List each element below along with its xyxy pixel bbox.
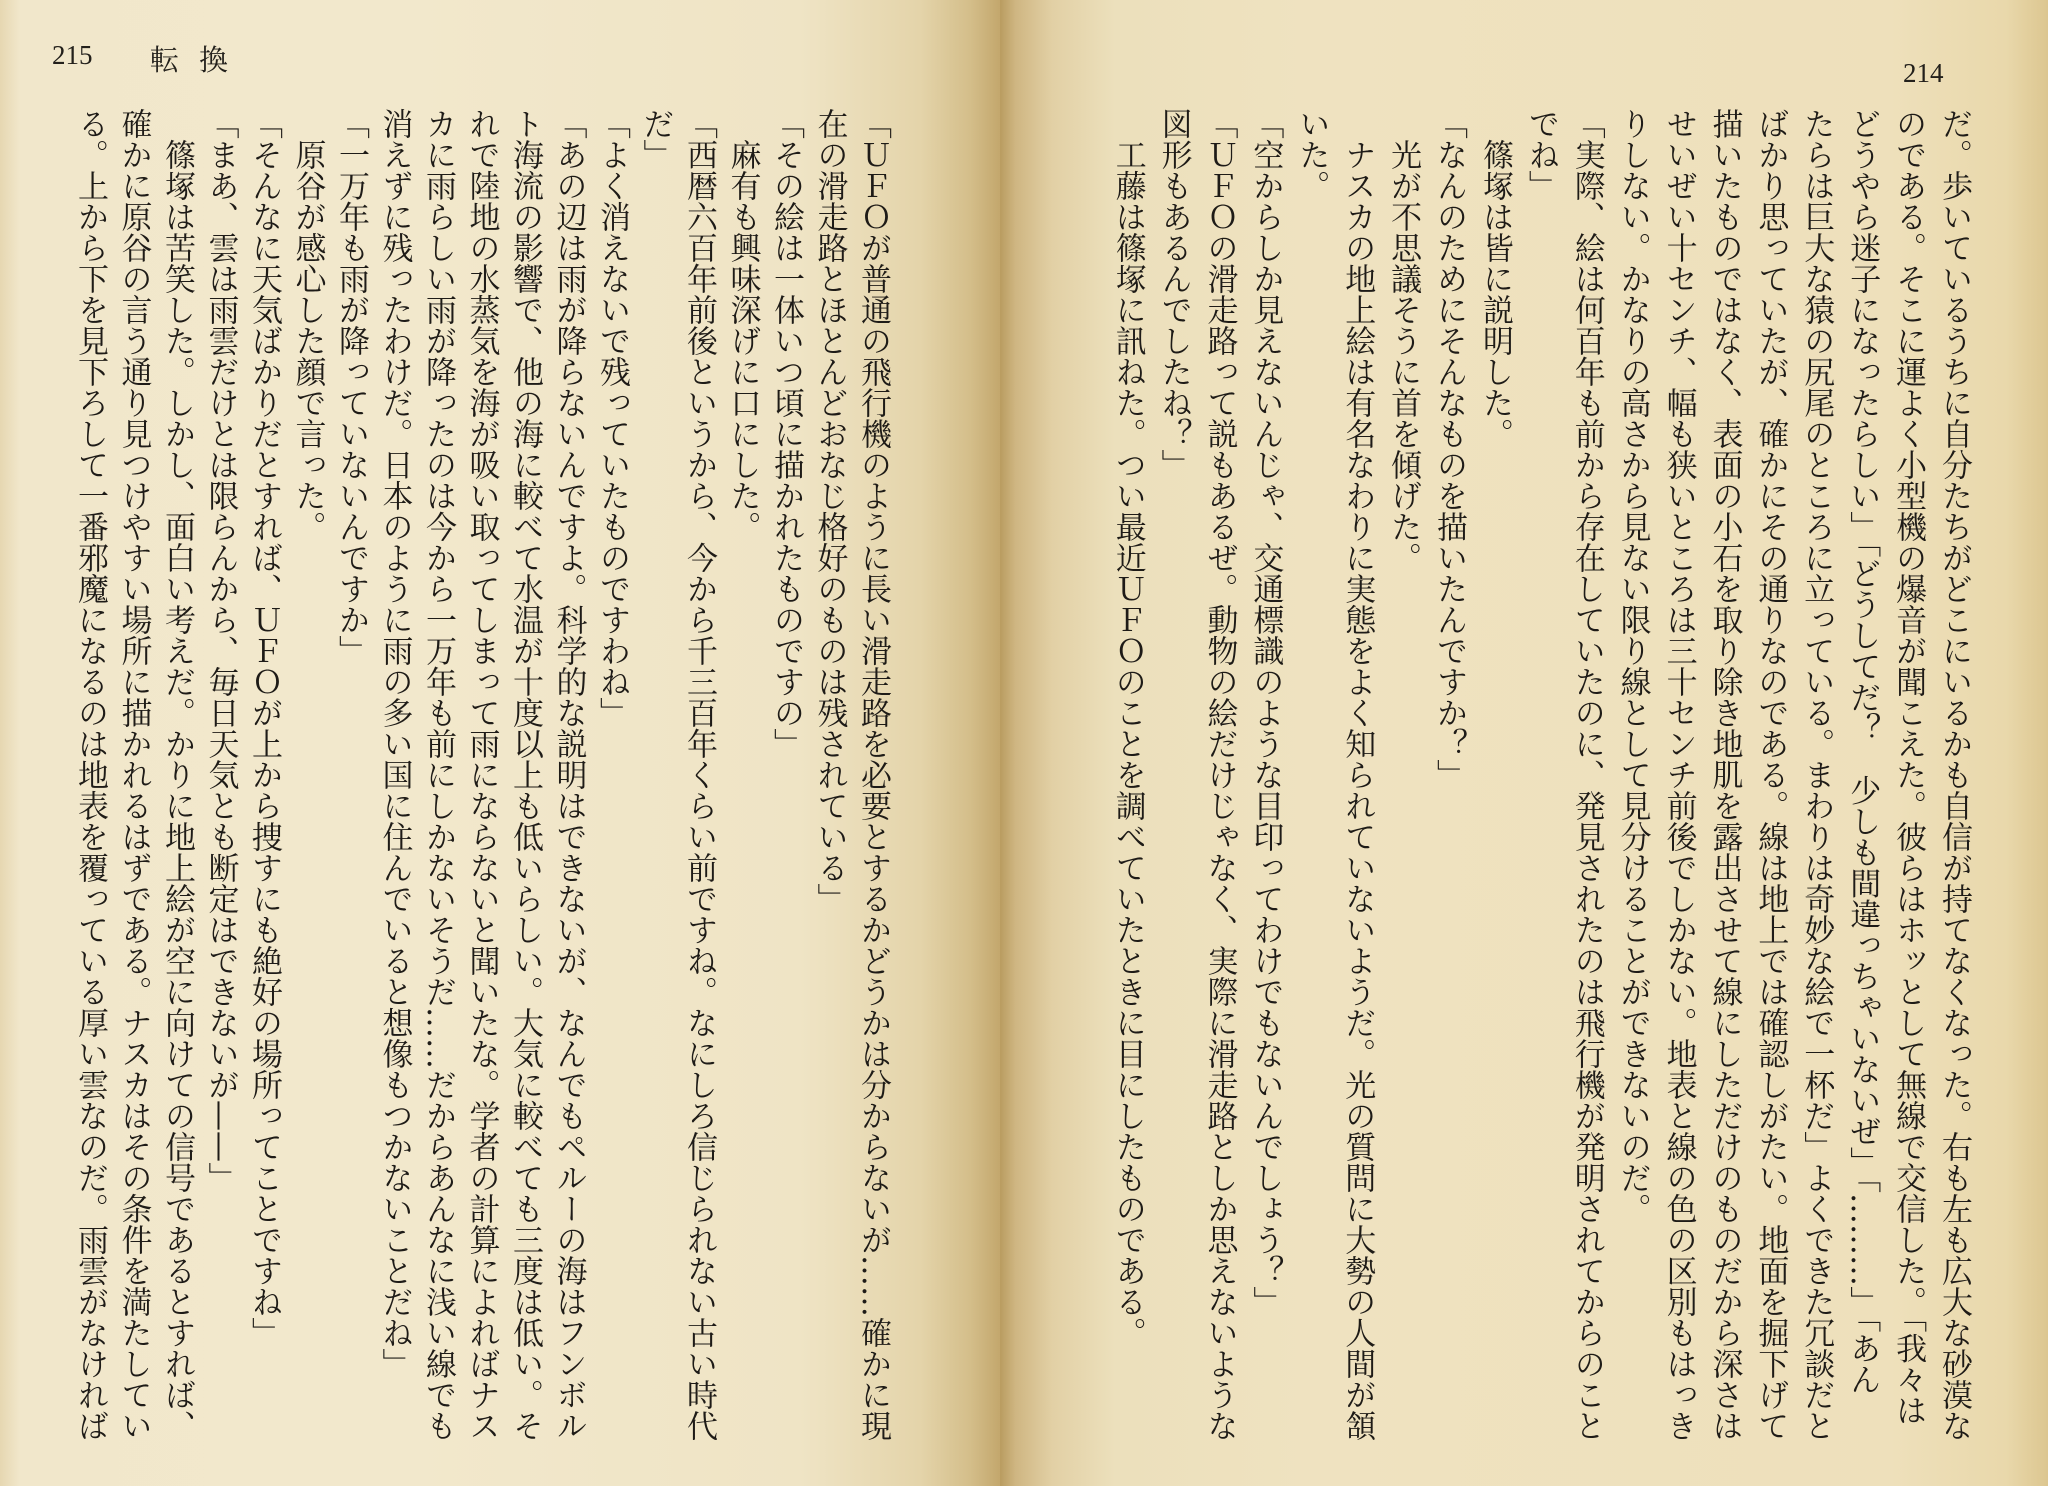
text-column: 「ＵＦＯが普通の飛行機のように長い滑走路を必要とするかどうかは分からないが……確かに現 (855, 108, 891, 1441)
text-column: せいぜい十センチ、幅も狭いところは三十センチ前後でしかない。地表と線の色の区別もはっき (1660, 108, 1697, 1441)
text-column: 光が不思議そうに首を傾げた。 (1385, 108, 1422, 573)
text-column: 「一万年も雨が降っていないんですか」 (333, 108, 369, 666)
text-column: 篠塚は苦笑した。しかし、面白い考えだ。かりに地上絵が空に向けての信号であるとすれば、 (159, 108, 195, 1441)
text-column: 「その絵は一体いつ頃に描かれたものですの」 (768, 108, 804, 759)
text-column: ナスカの地上絵は有名なわりに実態をよく知られていないようだ。光の質問に大勢の人間が頷 (1339, 108, 1376, 1441)
text-column: 描いたものではなく、表面の小石を取り除き地肌を露出させて線にしただけのものだから深さは (1706, 108, 1743, 1441)
text-column: 工藤は篠塚に訊ねた。つい最近ＵＦＯのことを調べていたときに目にしたものである。 (1109, 108, 1146, 1348)
text-column: たらは巨大な猿の尻尾のところに立っている。まわりは奇妙な絵で一杯だ」よくできた冗談だと (1798, 108, 1835, 1441)
text-column: でね」 (1522, 108, 1559, 201)
text-column: 図形もあるんでしたね？」 (1155, 108, 1192, 480)
text-column: 「そんなに天気ばかりだとすれば、ＵＦＯが上から捜すにも絶好の場所ってことですね」 (246, 108, 282, 1348)
text-column: 「あの辺は雨が降らないんですよ。科学的な説明はできないが、なんでもペルーの海はフンボル (550, 108, 587, 1441)
text-column: 原谷が感心した顔で言った。 (289, 108, 326, 542)
text-column: 消えずに残ったわけだ。日本のように雨の多い国に住んでいると想像もつかないことだね」 (376, 108, 413, 1379)
left-page-text (67, 108, 894, 1448)
text-column: りしない。かなりの高さから見ない限り線として見分けることができないのだ。 (1614, 108, 1651, 1224)
text-column: 麻有も興味深げに口にした。 (724, 108, 761, 542)
text-column: 在の滑走路とほとんどおなじ格好のものは残されている」 (811, 108, 848, 914)
text-column: いた。 (1293, 108, 1330, 201)
text-column: れで陸地の水蒸気を海が吸い取ってしまって雨にならないと聞いたな。学者の計算によればナス (463, 108, 500, 1441)
text-column: カに雨らしい雨が降ったのは今から一万年も前にしかないそうだ……だからあんなに浅い線でも (420, 108, 456, 1441)
text-column: 篠塚は皆に説明した。 (1476, 108, 1513, 449)
text-column: だ。歩いているうちに自分たちがどこにいるかも自信が持てなくなった。右も左も広大な砂漠な (1936, 108, 1972, 1441)
page-number-left: 215 (52, 40, 93, 70)
text-column: 「実際、絵は何百年も前から存在していたのに、発見されたのは飛行機が発明されてからのこと (1568, 108, 1605, 1441)
running-head: 転換 (150, 43, 249, 77)
text-column: 確かに原谷の言う通り見つけやすい場所に描かれるはずである。ナスカはその条件を満たしてい (115, 108, 152, 1441)
text-column: のである。そこに運よく小型機の爆音が聞こえた。彼らはホッとして無線で交信した。「我々は (1890, 108, 1927, 1426)
text-column: 「よく消えないで残っていたものですわね」 (594, 108, 630, 728)
text-column: 「なんのためにそんなものを描いたんですか？」 (1431, 108, 1468, 790)
text-column: どうやら迷子になったらしい」「どうしてだ？ 少しも間違っちゃいないぜ」「………」「あん (1844, 108, 1881, 1395)
text-column: 「空からしか見えないんじゃ、交通標識のような目印ってわけでもないんでしょう？」 (1247, 108, 1284, 1317)
text-column: ト海流の影響で、他の海に較べて水温が十度以上も低いらしい。大気に較べても三度は低い。そ (507, 108, 543, 1441)
page-number-right: 214 (1903, 58, 1944, 88)
text-column: 「ＵＦＯの滑走路って説もあるぜ。動物の絵だけじゃなく、実際に滑走路としか思えないような (1201, 108, 1238, 1441)
text-column: 「西暦六百年前後というから、今から千三百年くらい前ですね。なにしろ信じられない古い時代 (681, 108, 717, 1441)
right-page-text (1103, 108, 1976, 1448)
text-column: だ」 (637, 108, 674, 170)
text-column: ばかり思っていたが、確かにその通りなのである。線は地上では確認しがたい。地面を掘下げて (1752, 108, 1789, 1441)
text-column: る。上から下を見下ろして一番邪魔になるのは地表を覆っている厚い雲なのだ。雨雲がなければ (72, 108, 108, 1441)
text-column: 「まあ、雲は雨雲だけとは限らんから、毎日天気とも断定はできないが——」 (202, 108, 239, 1193)
